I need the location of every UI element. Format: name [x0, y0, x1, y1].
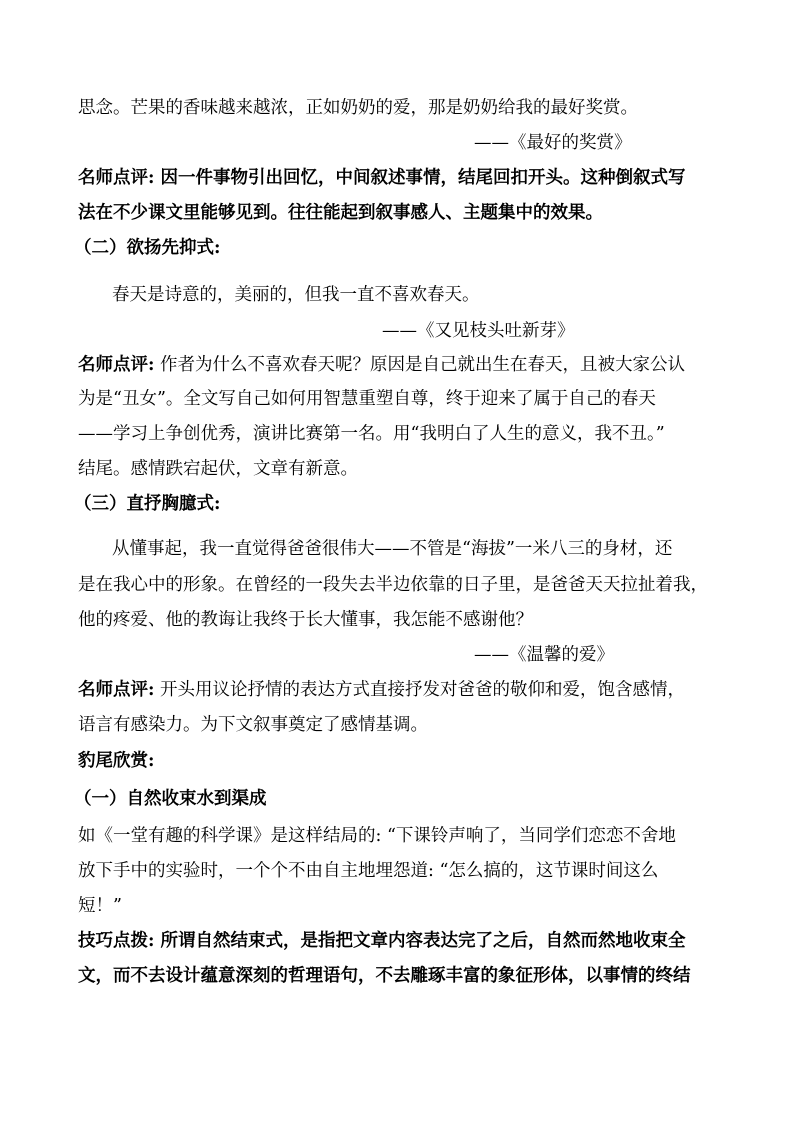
tip-line: 文，而不去设计蕴意深刻的哲理语句，不去雕琢丰富的象征形体，以事情的终结: [78, 966, 691, 986]
paragraph-line: 是在我心中的形象。在曾经的一段失去半边依靠的日子里，是爸爸天天拉扯着我，: [78, 575, 708, 595]
source-citation: ——《最好的奖赏》: [474, 133, 632, 153]
paragraph-line: ——学习上争创优秀，演讲比赛第一名。用“我明白了人生的意义，我不丑。”: [78, 424, 665, 444]
paragraph-line: 思念。芒果的香味越来越浓，正如奶奶的爱，那是奶奶给我的最好奖赏。: [78, 98, 638, 118]
paragraph-line: 放下手中的实验时，一个个不由自主地埋怨道: “怎么搞的，这节课时间这么: [78, 861, 659, 881]
section-heading: （三）直抒胸臆式:: [74, 494, 221, 514]
example-line: 从懂事起，我一直觉得爸爸很伟大——不管是“海拔”一米八三的身材，还: [112, 539, 673, 559]
section-heading: （二）欲扬先抑式:: [74, 238, 221, 258]
comment-text: 开头用议论抒情的表达方式直接抒发对爸爸的敬仰和爱，饱含感情，: [154, 680, 686, 700]
teacher-comment-line: [78, 353, 685, 377]
paragraph-line: 语言有感染力。为下文叙事奠定了感情基调。: [78, 715, 428, 735]
teacher-comment-line: [78, 678, 685, 702]
paragraph-line: 短！”: [78, 896, 122, 916]
paragraph-line: 为是“丑女”。全文写自己如何用智慧重塑自尊，终于迎来了属于自己的春天: [78, 389, 656, 409]
tip-line: 技巧点拨: 所谓自然结束式，是指把文章内容表达完了之后，自然而然地收束全: [78, 931, 686, 951]
source-citation: ——《又见枝头吐新芽》: [382, 321, 575, 341]
comment-label: 名师点评:: [78, 355, 155, 375]
paragraph-line: 如《一堂有趣的科学课》是这样结局的: “下课铃声响了，当同学们恋恋不舍地: [78, 826, 676, 846]
comment-label: 名师点评:: [78, 680, 155, 700]
section-title: 豹尾欣赏:: [78, 751, 155, 771]
comment-text: 作者为什么不喜欢春天呢？原因是自己就出生在春天，且被大家公认: [154, 355, 686, 375]
example-line: 春天是诗意的，美丽的，但我一直不喜欢春天。: [112, 285, 480, 305]
paragraph-line: 他的疼爱、他的教诲让我终于长大懂事，我怎能不感谢他？: [78, 610, 533, 630]
paragraph-line: 结尾。感情跌宕起伏，文章有新意。: [78, 459, 358, 479]
source-citation: ——《温馨的爱》: [474, 645, 614, 665]
teacher-comment-line: 法在不少课文里能够见到。往往能起到叙事感人、主题集中的效果。: [78, 203, 603, 223]
teacher-comment-line: 名师点评: 因一件事物引出回忆，中间叙述事情，结尾回扣开头。这种倒叙式写: [78, 168, 686, 188]
section-heading: （一）自然收束水到渠成: [74, 789, 267, 809]
